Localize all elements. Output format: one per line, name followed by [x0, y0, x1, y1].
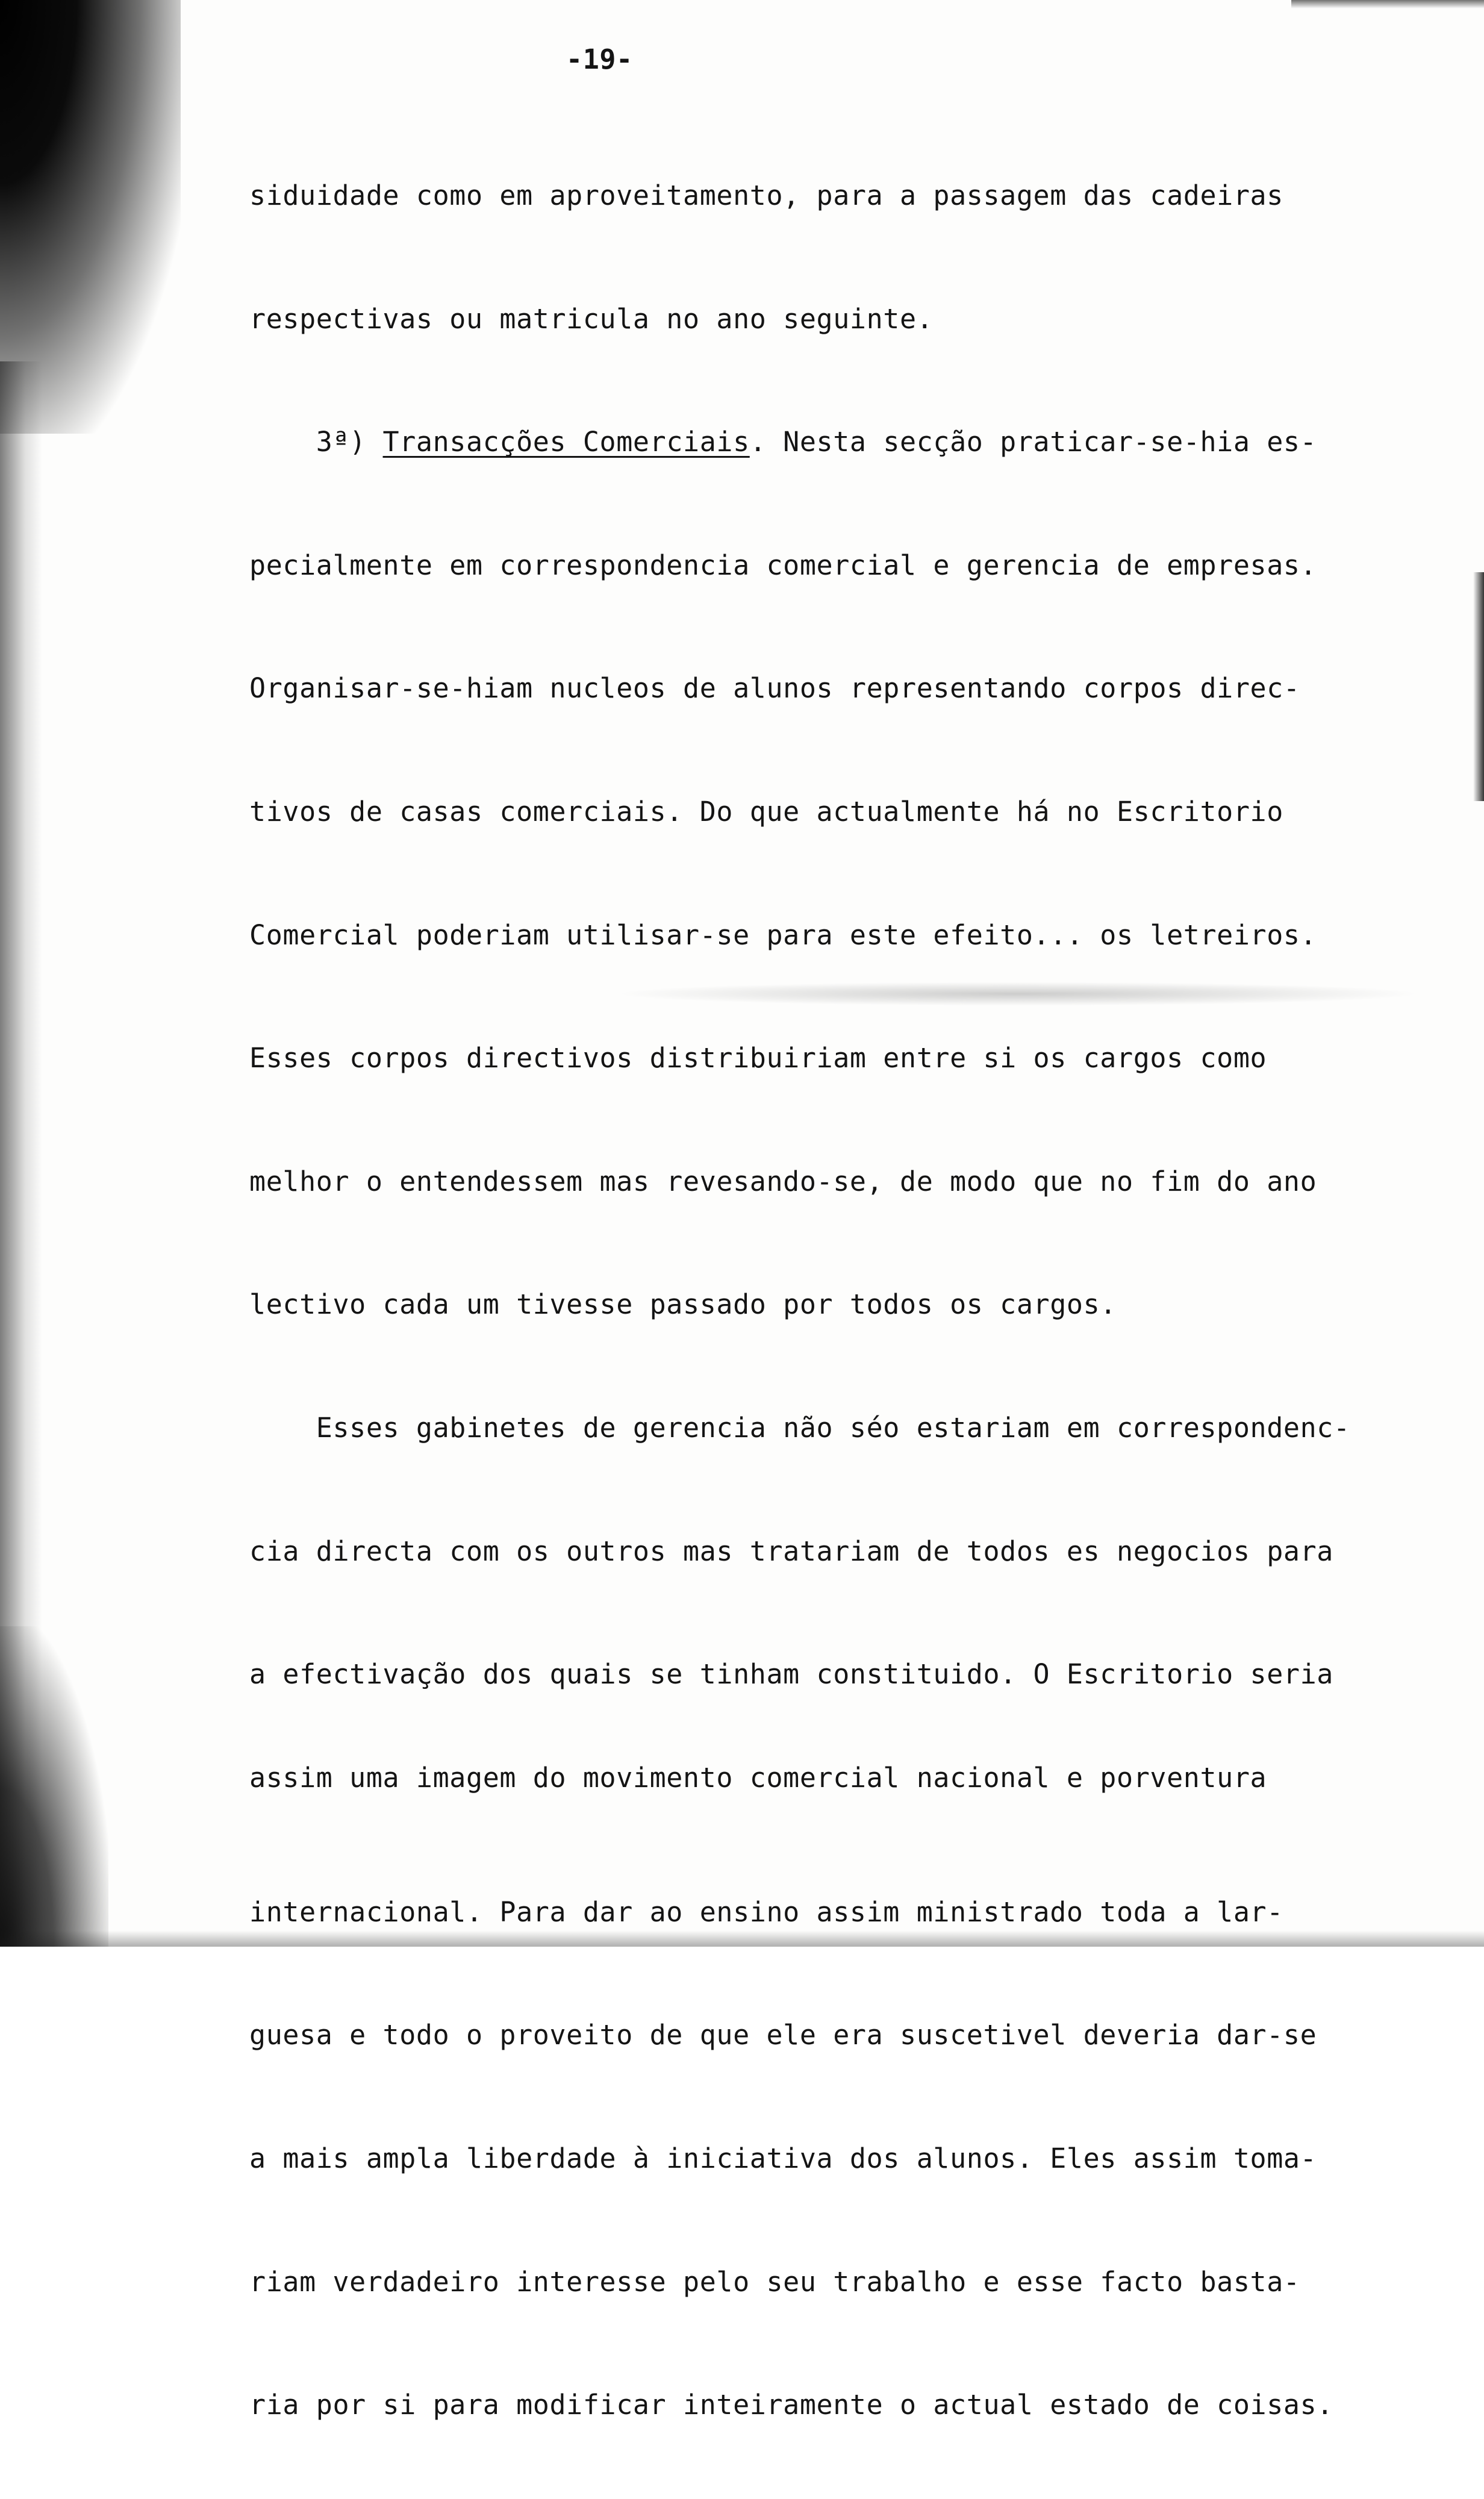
text-line-10: lectivo cada um tivesse passado por todos os cargos.: [249, 1288, 1117, 1321]
section-heading: Transacções Comerciais: [382, 426, 750, 458]
text-line-4: pecialmente em correspondencia comercial e gerencia de empresas.: [249, 549, 1317, 581]
text-line-11: Esses gabinetes de gerencia não séo estariam em correspondenc-: [249, 1411, 1350, 1444]
text-line-13: a efectivação dos quais se tinham constituido. O Escritorio seria: [249, 1658, 1333, 1691]
text-line-19: ria por si para modificar inteiramente o actual estado de coisas.: [249, 2389, 1333, 2421]
text-line-7: Comercial poderiam utilisar-se para este efeito... os letreiros.: [249, 919, 1317, 951]
item-number: 3ª): [249, 426, 383, 458]
text-line-6: tivos de casas comerciais. Do que actualmente há no Escritorio: [249, 795, 1283, 828]
text-line-12: cia directa com os outros mas tratariam de todos es negocios para: [249, 1535, 1333, 1567]
text-line-18: riam verdadeiro interesse pelo seu trabalho e esse facto basta-: [249, 2265, 1300, 2298]
text-line-14: assim uma imagem do movimento comercial nacional e porventura: [249, 1761, 1267, 1794]
text-line-1: siduidade como em aproveitamento, para a passagem das cadeiras: [249, 179, 1283, 211]
scan-shadow-bottom-left: [0, 1626, 108, 1947]
page-number: -19-: [566, 43, 633, 75]
text-line-9: melhor o entendessem mas revesando-se, de modo que no fim do ano: [249, 1165, 1317, 1197]
body-text: [249, 102, 1430, 2499]
text-line-3-rest: . Nesta secção praticar-se-hia es-: [749, 426, 1317, 458]
text-line-17: a mais ampla liberdade à iniciativa dos alunos. Eles assim toma-: [249, 2142, 1317, 2174]
text-line-5: Organisar-se-hiam nucleos de alunos representando corpos direc-: [249, 672, 1300, 705]
text-line-16: guesa e todo o proveito de que ele era suscetivel deveria dar-se: [249, 2019, 1317, 2051]
text-line-3: [249, 413, 1430, 472]
scan-shadow-right-edge: [1473, 572, 1484, 801]
scan-shadow-top-right: [1291, 0, 1484, 8]
text-line-15: internacional. Para dar ao ensino assim ministrado toda a lar-: [249, 1895, 1283, 1928]
text-line-8: Esses corpos directivos distribuiriam entre si os cargos como: [249, 1042, 1267, 1075]
text-line-2: respectivas ou matricula no ano seguinte.: [249, 302, 934, 335]
